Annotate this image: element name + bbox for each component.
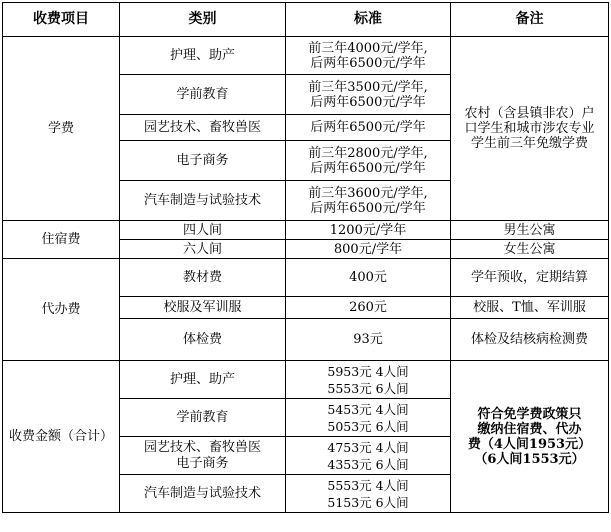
- standard-line: 5553元 4人间: [327, 477, 409, 493]
- total-category: [120, 475, 286, 513]
- category-line: 电子商务: [176, 455, 229, 471]
- table-row: [3, 259, 609, 297]
- standard-line: 4753元 4人间: [327, 439, 409, 455]
- lodging-item: 住宿费: [3, 221, 120, 259]
- standard-line: 后两年6500元/学年: [310, 94, 426, 110]
- category-line: 园艺技术、畜牧兽医: [143, 439, 261, 455]
- agency-item: 代办费: [3, 259, 120, 361]
- standard-line: 前三年3500元/学年,: [308, 79, 428, 95]
- agency-note: 学年预收，定期结算: [451, 259, 609, 297]
- tuition-standard: [286, 37, 451, 75]
- header-standard: 标准: [286, 3, 451, 37]
- note-line: 费（4人间1953元）: [467, 436, 592, 452]
- note-line: 符合免学费政策只: [477, 406, 582, 422]
- standard-line: 后两年6500元/学年: [310, 120, 426, 135]
- total-standard: [286, 361, 451, 399]
- standard-line: 前三年2800元/学年,: [308, 145, 428, 161]
- header-category: 类别: [120, 3, 286, 37]
- total-category: [120, 361, 286, 399]
- tuition-standard: [286, 141, 451, 181]
- total-item: 收费金额（合计）: [3, 361, 120, 513]
- tuition-standard: [286, 115, 451, 141]
- standard-line: 5153元 6人间: [327, 494, 409, 510]
- category-line: 汽车制造与试验技术: [143, 485, 261, 501]
- total-standard: [286, 475, 451, 513]
- agency-category: 体检费: [120, 319, 286, 361]
- total-note: [451, 361, 609, 513]
- tuition-category: 电子商务: [120, 141, 286, 181]
- standard-line: 5553元 6人间: [327, 380, 409, 396]
- note-line: （6人间1553元）: [474, 451, 585, 467]
- agency-standard: 260元: [286, 297, 451, 319]
- lodging-note: 女生公寓: [451, 240, 609, 259]
- lodging-standard: 800元/学年: [286, 240, 451, 259]
- tuition-category: 园艺技术、畜牧兽医: [120, 115, 286, 141]
- agency-note: 体检及结核病检测费: [451, 319, 609, 361]
- agency-standard: 400元: [286, 259, 451, 297]
- table-row: [3, 361, 609, 399]
- standard-line: 4353元 6人间: [327, 456, 409, 472]
- tuition-category: 汽车制造与试验技术: [120, 181, 286, 221]
- tuition-standard: [286, 181, 451, 221]
- agency-standard: 93元: [286, 319, 451, 361]
- tuition-item: 学费: [3, 37, 120, 221]
- header-row: [3, 3, 609, 37]
- total-standard: [286, 437, 451, 475]
- category-line: 护理、助产: [169, 371, 235, 387]
- note-line: 缴纳住宿费、代办: [477, 421, 582, 437]
- category-line: 学前教育: [176, 409, 229, 425]
- standard-line: 5053元 6人间: [327, 418, 409, 434]
- header-item: 收费项目: [3, 3, 120, 37]
- agency-category: 教材费: [120, 259, 286, 297]
- agency-category: 校服及军训服: [120, 297, 286, 319]
- table-row: [3, 37, 609, 75]
- standard-line: 后两年6500元/学年: [310, 160, 426, 176]
- standard-line: 前三年3600元/学年,: [308, 185, 428, 201]
- lodging-standard: 1200元/学年: [286, 221, 451, 240]
- tuition-category: 护理、助产: [120, 37, 286, 75]
- standard-line: 5453元 4人间: [327, 401, 409, 417]
- total-category: [120, 437, 286, 475]
- tuition-note: 农村（含县镇非农）户口学生和城市涉农专业学生前三年免缴学费: [451, 37, 609, 221]
- agency-note: 校服、T恤、军训服: [451, 297, 609, 319]
- total-category: [120, 399, 286, 437]
- header-note: 备注: [451, 3, 609, 37]
- table-row: [3, 221, 609, 240]
- tuition-category: 学前教育: [120, 75, 286, 115]
- standard-line: 前三年4000元/学年,: [308, 40, 428, 56]
- standard-line: 5953元 4人间: [327, 363, 409, 379]
- total-standard: [286, 399, 451, 437]
- tuition-standard: [286, 75, 451, 115]
- lodging-category: 六人间: [120, 240, 286, 259]
- lodging-category: 四人间: [120, 221, 286, 240]
- standard-line: 后两年6500元/学年: [310, 55, 426, 71]
- lodging-note: 男生公寓: [451, 221, 609, 240]
- standard-line: 后两年6500元/学年: [310, 200, 426, 216]
- fee-table: [2, 2, 609, 513]
